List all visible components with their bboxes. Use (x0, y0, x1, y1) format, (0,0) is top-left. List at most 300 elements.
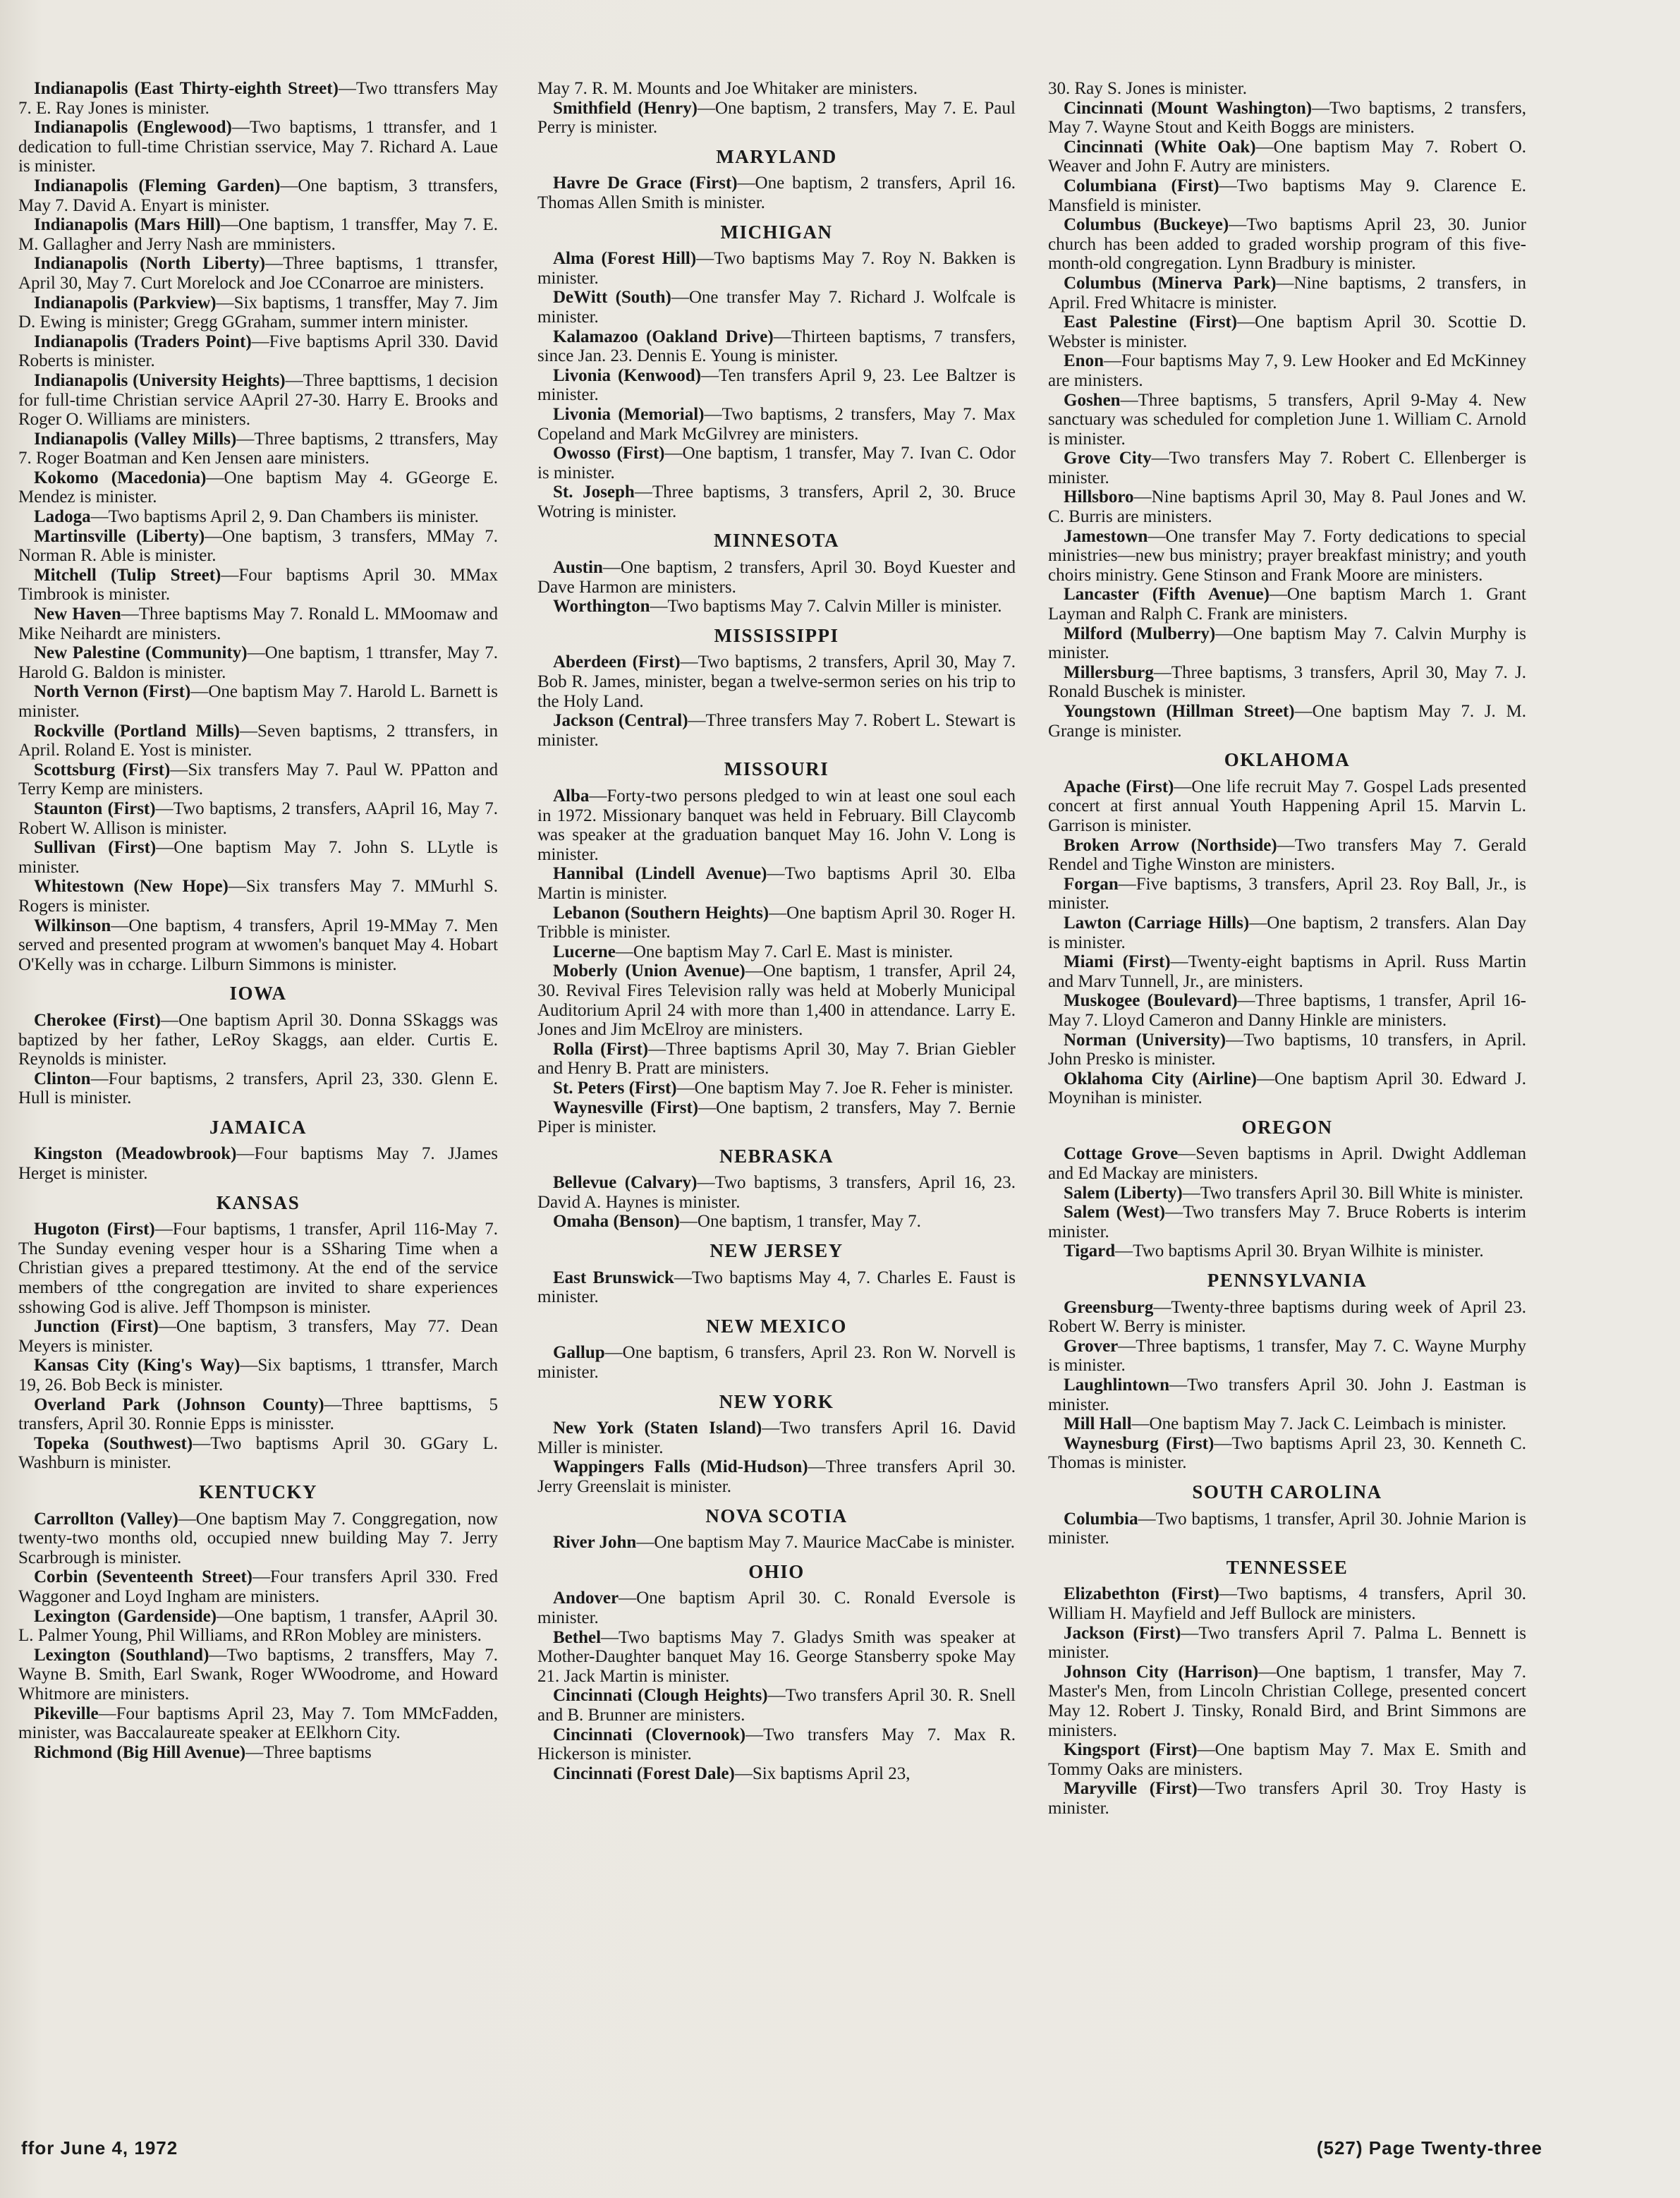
church-name: Livonia (Memorial) (553, 404, 705, 424)
church-entry (1048, 138, 1526, 176)
church-report: —Two transfers April 30. John J. Eastman is minister. (1048, 1376, 1526, 1414)
church-name: Kingston (Meadowbrook) (34, 1144, 237, 1164)
church-name: Indianapolis (Mars Hill) (34, 215, 221, 235)
church-name: Columbus (Minerva Park) (1064, 273, 1277, 293)
church-name: Salem (Liberty) (1064, 1183, 1183, 1203)
church-report: —One baptism March 1. Grant Layman and Ralph C. Frank are ministers. (1048, 585, 1527, 624)
church-name: Apache (First) (1064, 777, 1174, 796)
church-name: Columbia (1064, 1509, 1138, 1529)
church-report: —Six baptisms, 1 ttransfer, March 19, 26. Bob Beck is minister. (18, 1356, 498, 1395)
church-report: —One baptism, 3 ttransfers, May 7. David A. Enyart is minister. (18, 176, 498, 215)
church-report: —One life recruit May 7. Gospel Lads presented concert at first annual Youth Happening April 15. Marvin L. Garrison is minister. (1048, 777, 1527, 835)
church-name: Kansas City (King's Way) (34, 1356, 241, 1376)
state-heading: KENTUCKY (198, 1481, 317, 1502)
state-heading: NEW YORK (719, 1390, 834, 1412)
church-report: —One transfer May 7. Forty dedications to special ministries—new bus ministry; prayer breakfast ministry; and youth choirs ministry. Gene Stinson and Frank Moore are ministers. (1048, 526, 1526, 585)
church-name: Milford (Mulberry) (1064, 624, 1216, 643)
column-right (1048, 79, 1526, 1818)
church-name: Lexington (Gardenside) (34, 1606, 217, 1626)
church-name: Lebanon (Southern Heights) (553, 903, 769, 923)
church-report: —Three baptisms, 1 transfer, April 16-May 7. Lloyd Cameron and Danny Hinkle are ministers. (1048, 991, 1526, 1030)
church-entry (537, 904, 1016, 942)
church-report: —Three baptisms, 1 ttransfer, April 30, May 7. Curt Morelock and Joe CConarroe are ministers. (18, 254, 499, 293)
church-entry (1048, 1031, 1526, 1069)
state-heading: NOVA SCOTIA (705, 1505, 848, 1526)
state-heading: NEW JERSEY (710, 1240, 844, 1262)
church-name: Laughlintown (1064, 1376, 1170, 1395)
church-report: —Two baptisms April 30. GGary L. Washburn is minister. (18, 1433, 498, 1473)
church-entry (537, 249, 1016, 288)
church-report: —One baptism May 7. Calvin Murphy is minister. (1048, 624, 1527, 663)
church-name: Hannibal (Lindell Avenue) (553, 864, 767, 884)
church-report: —Three transfers May 7. Robert L. Stewart is minister. (537, 711, 1016, 750)
church-name: Ladoga (34, 507, 91, 527)
church-entry (1048, 1298, 1526, 1337)
church-name: Indianapolis (University Heights) (34, 370, 286, 390)
state-heading: OKLAHOMA (1224, 749, 1351, 771)
state-heading: NEBRASKA (719, 1145, 834, 1167)
state-heading: OHIO (748, 1560, 805, 1582)
church-report: —Two transfers April 30. Bill White is minister. (1182, 1183, 1523, 1203)
church-entry (18, 1317, 498, 1356)
church-name: Bethel (553, 1627, 602, 1647)
church-name: Youngstown (Hillman Street) (1064, 702, 1295, 721)
church-report: —Four baptisms, 1 transfer, April 116-May 7. The Sunday evening vesper hour is a SSharing Time when a Christian gives a prepared ttestimony. At the end of the service members of tthe congregation are invited to share experiences sshowing God is alive. Jeff Thompson is minister. (18, 1220, 498, 1317)
church-report: —Two baptisms, 4 transfers, April 30. William H. Mayfield and Jeff Bullock are ministers. (1048, 1584, 1527, 1623)
church-name: Kalamazoo (Oakland Drive) (553, 327, 774, 346)
church-report: —Four baptisms April 30. MMax Timbrook is minister. (18, 565, 498, 605)
church-name: Lucerne (553, 942, 616, 961)
state-heading: MINNESOTA (713, 530, 840, 552)
church-report: —One baptism, 2 transfers. Alan Day is minister. (1048, 913, 1526, 952)
church-report: —Two baptisms, 1 ttransfer, and 1 dedication to full-time Christian sservice, May 7. Richard A. Laue is minister. (18, 118, 499, 176)
church-report: —One baptism April 30. Scottie D. Webster is minister. (1048, 312, 1527, 351)
church-report: —One baptism, 1 transfer, May 7. (679, 1212, 921, 1232)
church-report: —One baptism, 4 transfers, April 19-MMay 7. Men served and presented program at wwomen's banquet May 4. Hobart O'Kelly was in ccharge. Lilburn Simmons is minister. (18, 916, 498, 974)
church-report: —Four baptisms, 2 transfers, April 23, 330. Glenn E. Hull is minister. (18, 1069, 498, 1108)
church-report: —Two baptisms May 7. Calvin Miller is minister. (650, 597, 1002, 617)
church-entry (18, 1395, 498, 1434)
church-report: —Three baptisms, 3 transfers, April 30, May 7. J. Ronald Buschek is minister. (1048, 662, 1526, 702)
church-entry (18, 176, 498, 215)
church-entry (1048, 624, 1526, 663)
church-entry (1048, 1510, 1526, 1548)
church-name: East Brunswick (553, 1268, 674, 1287)
church-entry (1048, 1414, 1526, 1434)
church-report: —Two baptisms April 30. Elba Martin is minister. (537, 864, 1016, 903)
church-report: —One baptism April 30. Roger H. Tribble is minister. (537, 903, 1016, 942)
church-entry (537, 288, 1016, 327)
church-entry (1048, 351, 1526, 390)
church-entry (537, 597, 1016, 617)
church-report: —Seven baptisms, 2 ttransfers, in April. Roland E. Yost is minister. (18, 721, 498, 760)
church-report: —Three baptisms (245, 1742, 372, 1762)
church-name: Forgan (1064, 874, 1119, 894)
church-name: Norman (University) (1064, 1030, 1226, 1050)
church-entry (537, 1268, 1016, 1307)
church-entry (537, 1725, 1016, 1764)
church-entry (537, 1343, 1016, 1382)
church-name: Goshen (1064, 390, 1121, 410)
church-entry (18, 799, 498, 838)
church-name: Grove City (1064, 449, 1152, 468)
church-name: Havre De Grace (First) (553, 174, 738, 193)
church-report: —Two baptisms April 2, 9. Dan Chambers iis minister. (90, 507, 479, 527)
church-name: Cincinnati (White Oak) (1064, 137, 1256, 157)
church-name: Cincinnati (Clovernook) (553, 1725, 746, 1744)
church-name: Cincinnati (Mount Washington) (1064, 98, 1313, 118)
church-entry (1048, 312, 1526, 351)
church-name: Johnson City (Harrison) (1064, 1662, 1259, 1682)
church-entry (18, 118, 498, 176)
church-entry (18, 1144, 498, 1183)
continued-entry: 30. Ray S. Jones is minister. (1048, 79, 1247, 98)
church-name: DeWitt (South) (553, 288, 671, 308)
church-entry (537, 1098, 1016, 1137)
church-report: —Three transfers April 30. Jerry Greenslait is minister. (537, 1457, 1016, 1496)
church-name: Gallup (553, 1343, 605, 1363)
church-entry (537, 942, 1016, 962)
church-entry (18, 682, 498, 721)
church-name: Enon (1064, 351, 1104, 371)
church-entry (1048, 176, 1526, 215)
church-name: Staunton (First) (34, 799, 156, 818)
church-report: —Two baptisms, 10 transfers, in April. John Presko is minister. (1048, 1030, 1526, 1069)
church-report: —Four baptisms May 7, 9. Lew Hooker and Ed McKinney are ministers. (1048, 351, 1526, 390)
church-entry (537, 1686, 1016, 1725)
church-entry (18, 760, 498, 799)
church-report: —Four baptisms April 23, May 7. Tom MMcFadden, minister, was Baccalaureate speaker at EElkhorn City. (18, 1704, 498, 1743)
state-heading: KANSAS (216, 1191, 300, 1213)
church-entry (18, 1069, 498, 1108)
church-report: —Two transfers April 7. Palma L. Bennett is minister. (1048, 1623, 1526, 1663)
church-report: —Two transfers April 30. Troy Hasty is minister. (1048, 1779, 1526, 1818)
church-name: Cottage Grove (1064, 1144, 1179, 1164)
church-report: —One baptism May 7. Jack C. Leimbach is minister. (1131, 1414, 1506, 1434)
church-name: Lexington (Southland) (34, 1645, 209, 1665)
state-heading: NEW MEXICO (706, 1315, 847, 1337)
church-report: —One baptism April 30. Donna SSkaggs was baptized by her father, LeRoy Skaggs, aan elder. Curtis E. Reynolds is minister. (18, 1010, 498, 1069)
church-entry (1048, 274, 1526, 312)
church-name: Indianapolis (Valley Mills) (34, 429, 237, 449)
church-name: Rockville (Portland Mills) (34, 721, 241, 741)
church-report: —Four transfers April 330. Fred Waggoner and Loyd Ingham are ministers. (18, 1567, 498, 1606)
church-entry (537, 558, 1016, 597)
church-name: St. Peters (First) (553, 1078, 677, 1098)
church-report: —Ten transfers April 9, 23. Lee Baltzer is minister. (537, 365, 1016, 405)
church-report: —Three baptisms April 30, May 7. Brian Giebler and Henry B. Pratt are ministers. (537, 1039, 1016, 1079)
church-entry (18, 722, 498, 760)
church-report: —Thirteen baptisms, 7 transfers, since Jan. 23. Dennis E. Young is minister. (537, 327, 1016, 366)
church-entry (537, 1079, 1016, 1098)
church-entry (1048, 527, 1526, 585)
church-name: Overland Park (Johnson County) (34, 1395, 324, 1414)
church-name: Millersburg (1064, 662, 1154, 682)
church-report: —Six baptisms, 1 transffer, May 7. Jim D. Ewing is minister; Gregg GGraham, summer intern minister. (18, 293, 498, 332)
church-report: —One baptism May 7. Harold L. Barnett is minister. (18, 682, 498, 721)
church-entry (18, 254, 498, 293)
church-report: —Three baptisms, 2 ttransfers, May 7. Roger Boatman and Ken Jensen aare ministers. (18, 429, 498, 468)
church-report: —Two baptisms April 30. Bryan Wilhite is minister. (1115, 1241, 1484, 1261)
state-heading: PENNSYLVANIA (1207, 1270, 1368, 1292)
church-entry (1048, 1584, 1526, 1623)
church-entry (18, 838, 498, 877)
church-entry (1048, 777, 1526, 836)
church-report: —Nine baptisms, 2 transfers, in April. Fred Whitacre is minister. (1048, 273, 1526, 312)
church-name: Lancaster (Fifth Avenue) (1064, 585, 1270, 605)
church-report: —Two baptisms April 23, 30. Kenneth C. Thomas is minister. (1048, 1433, 1526, 1473)
church-name: Aberdeen (First) (553, 652, 681, 672)
church-report: —One baptism May 7. Maurice MacCabe is minister. (636, 1533, 1016, 1553)
church-name: Waynesburg (First) (1064, 1433, 1215, 1453)
church-entry (18, 430, 498, 468)
church-name: Rolla (First) (553, 1039, 649, 1059)
footer-page-number: (527) Page Twenty-three (1316, 2137, 1542, 2158)
church-entry (1048, 913, 1526, 952)
church-entry (1048, 663, 1526, 702)
church-report: —One baptism May 4. GGeorge E. Mendez is minister. (18, 468, 498, 507)
church-entry (18, 1567, 498, 1606)
church-name: Worthington (553, 597, 650, 617)
church-name: Oklahoma City (Airline) (1064, 1069, 1257, 1088)
church-entry (18, 468, 498, 507)
church-report: —One baptism, 1 transfer, May 7. Ivan C. Odor is minister. (537, 444, 1016, 482)
church-entry (537, 1764, 1016, 1784)
church-report: —Six transfers May 7. MMurhl S. Rogers is minister. (18, 877, 498, 916)
church-report: —One baptism May 7. Max E. Smith and Tommy Oaks are ministers. (1048, 1740, 1526, 1779)
church-report: —One baptism, 6 transfers, April 23. Ron W. Norvell is minister. (537, 1343, 1016, 1383)
church-entry (1048, 1779, 1526, 1818)
church-report: —Two baptisms, 2 transfers, May 7. Wayne Stout and Keith Boggs are ministers. (1048, 98, 1526, 138)
church-entry (18, 1510, 498, 1568)
church-name: Wilkinson (34, 916, 111, 935)
church-report: —One baptism, 2 transfers, May 7. E. Paul Perry is minister. (537, 98, 1016, 138)
church-entry (537, 405, 1016, 444)
church-entry (537, 99, 1016, 138)
church-report: —One baptism, 1 transfer, April 24, 30. Revival Fires Television rally was held at Moberly Municipal Auditorium April 24 with more than 1,400 in attendance. Larry E. Jones and Jim McElroy are ministers. (537, 961, 1016, 1040)
church-entry (18, 1011, 498, 1069)
church-entry (1048, 391, 1526, 449)
church-name: Alba (553, 787, 590, 806)
column-left (18, 79, 498, 1762)
church-entry (537, 444, 1016, 482)
church-entry (18, 1434, 498, 1473)
church-entry (18, 1743, 498, 1763)
church-report: —Two baptisms, 2 transfers, May 7. Max Copeland and Mark McGilvrey are ministers. (537, 404, 1016, 444)
state-heading: IOWA (229, 983, 287, 1004)
church-entry (18, 215, 498, 254)
church-entry (537, 1533, 1016, 1553)
church-entry (1048, 952, 1526, 991)
church-report: —One baptism May 7. Joe R. Feher is minister. (676, 1078, 1014, 1098)
church-entry (537, 482, 1016, 521)
church-report: —Six transfers May 7. Paul W. PPatton and Terry Kemp are ministers. (18, 760, 498, 799)
church-entry (537, 327, 1016, 366)
church-report: —Two transfers May 7. Gerald Rendel and Tighe Winston are ministers. (1048, 835, 1526, 875)
church-name: Maryville (First) (1064, 1779, 1198, 1799)
state-heading: MISSISSIPPI (714, 624, 839, 646)
church-name: Jamestown (1064, 526, 1148, 546)
church-report: —One baptism May 7. Robert O. Weaver and John F. Autry are ministers. (1048, 137, 1527, 176)
church-name: St. Joseph (553, 482, 635, 502)
church-report: —One baptism April 30. C. Ronald Eversole is minister. (537, 1589, 1016, 1627)
church-entry (18, 566, 498, 605)
footer-date: ffor June 4, 1972 (21, 2137, 178, 2158)
church-name: Elizabethton (First) (1064, 1584, 1219, 1604)
church-entry (18, 643, 498, 682)
church-entry (537, 864, 1016, 903)
church-report: —Five baptisms, 3 transfers, April 23. Roy Ball, Jr., is minister. (1048, 874, 1526, 913)
church-report: —One baptism, 2 transfers, April 16. Thomas Allen Smith is minister. (537, 174, 1016, 212)
church-name: Cincinnati (Forest Dale) (553, 1763, 735, 1783)
church-entry (1048, 585, 1526, 624)
church-name: New York (Staten Island) (553, 1419, 762, 1438)
state-heading: JAMAICA (209, 1116, 307, 1138)
church-name: Kingsport (First) (1064, 1740, 1198, 1760)
church-entry (18, 1356, 498, 1395)
church-report: —One baptism, 1 transfer, May 7. Master's Men, from Lincoln Christian College, presented concert May 12. Robert J. Tinsky, Ronald Bird, and Brint Simmons are ministers. (1048, 1662, 1526, 1740)
church-entry (18, 1646, 498, 1704)
state-heading: MISSOURI (724, 758, 829, 780)
church-report: —Three baptisms, 1 transfer, May 7. C. Wayne Murphy is minister. (1048, 1336, 1526, 1376)
church-name: Moberly (Union Avenue) (553, 961, 745, 981)
church-name: Cincinnati (Clough Heights) (553, 1686, 768, 1706)
church-name: Miami (First) (1064, 952, 1171, 972)
church-entry (1048, 991, 1526, 1030)
church-entry (537, 787, 1016, 864)
church-name: Hillsboro (1064, 487, 1134, 507)
church-name: East Palestine (First) (1064, 312, 1238, 332)
church-name: Wappingers Falls (Mid-Hudson) (553, 1457, 808, 1477)
church-name: Whitestown (New Hope) (34, 877, 229, 897)
church-name: Livonia (Kenwood) (553, 365, 702, 385)
church-name: Andover (553, 1589, 619, 1608)
state-heading: SOUTH CAROLINA (1192, 1481, 1382, 1502)
church-report: —Three bapttisms, 5 transfers, April 30. Ronnie Epps is minisster. (18, 1395, 498, 1434)
church-entry (1048, 1144, 1526, 1183)
church-report: —One baptism, 1 transfer, AApril 30. L. Palmer Young, Phil Williams, and RRon Mobley are ministers. (18, 1606, 498, 1646)
state-heading: TENNESSEE (1226, 1556, 1349, 1578)
church-entry (1048, 1740, 1526, 1779)
church-entry (1048, 1624, 1526, 1663)
church-report: —One baptism, 2 transfers, May 7. Bernie Piper is minister. (537, 1098, 1016, 1137)
church-name: Omaha (Benson) (553, 1212, 680, 1232)
church-name: North Vernon (First) (34, 682, 191, 702)
church-name: Tigard (1064, 1241, 1116, 1261)
church-report: —One baptism, 3 transfers, MMay 7. Norman R. Able is minister. (18, 526, 498, 566)
church-entry (537, 711, 1016, 750)
church-name: Jackson (First) (1064, 1623, 1181, 1643)
church-name: New Haven (34, 605, 121, 624)
church-entry (1048, 215, 1526, 274)
church-entry (1048, 487, 1526, 526)
church-entry (1048, 1434, 1526, 1473)
church-entry (1048, 99, 1526, 138)
church-entry (18, 605, 498, 643)
church-report: —Forty-two persons pledged to win at least one soul each in 1972. Missionary banquet was held in February. Bill Claycomb was speaker at the graduation banquet May 16. John V. Long is minister. (537, 787, 1016, 864)
church-entry (18, 371, 498, 430)
church-entry (1048, 702, 1526, 741)
church-report: —Five baptisms April 330. David Roberts is minister. (18, 332, 498, 371)
church-name: Pikeville (34, 1704, 99, 1723)
church-report: —One baptism April 30. Edward J. Moynihan is minister. (1048, 1069, 1526, 1108)
church-report: —Two transfers April 16. David Miller is minister. (537, 1419, 1016, 1457)
church-report: —Three baptisms May 7. Ronald L. MMoomaw and Mike Neihardt are ministers. (18, 605, 498, 643)
church-report: —Two baptisms, 1 transfer, April 30. Johnie Marion is minister. (1048, 1509, 1526, 1548)
church-entry (18, 332, 498, 371)
church-entry (1048, 1203, 1526, 1241)
church-name: Indianapolis (Parkview) (34, 293, 217, 312)
church-entry (1048, 1241, 1526, 1261)
church-name: Muskogee (Boulevard) (1064, 991, 1238, 1011)
church-name: Indianapolis (East Thirty-eighth Street) (34, 79, 339, 98)
church-entry (18, 877, 498, 916)
church-name: Carrollton (Valley) (34, 1509, 178, 1529)
church-entry (537, 1628, 1016, 1687)
church-name: Indianapolis (Traders Point) (34, 332, 252, 351)
church-entry (1048, 875, 1526, 913)
church-name: Indianapolis (Fleming Garden) (34, 176, 281, 195)
church-entry (18, 527, 498, 566)
church-name: Indianapolis (Englewood) (34, 118, 232, 138)
church-entry (18, 1704, 498, 1743)
church-name: Alma (Forest Hill) (553, 249, 697, 269)
church-name: Corbin (Seventeenth Street) (34, 1567, 252, 1587)
church-entry (1048, 836, 1526, 875)
church-name: Jackson (Central) (553, 711, 688, 731)
church-entry (18, 916, 498, 975)
church-name: Mitchell (Tulip Street) (34, 565, 221, 585)
church-entry (537, 1419, 1016, 1457)
church-entry (1048, 1337, 1526, 1376)
state-heading: OREGON (1241, 1116, 1333, 1138)
state-heading: MICHIGAN (720, 221, 833, 243)
church-report: —Two baptisms May 7. Gladys Smith was speaker at Mother-Daughter banquet May 16. George Stansberry spoke May 21. Jack Martin is minister. (537, 1627, 1016, 1686)
church-entry (18, 293, 498, 332)
church-name: New Palestine (Community) (34, 643, 248, 663)
church-report: —Two ttransfers May 7. E. Ray Jones is minister. (18, 79, 498, 118)
church-entry (18, 1607, 498, 1646)
church-name: Topeka (Southwest) (34, 1433, 193, 1453)
church-name: Grover (1064, 1336, 1119, 1356)
church-name: Columbus (Buckeye) (1064, 215, 1229, 235)
church-report: —Two transfers May 7. Max R. Hickerson is minister. (537, 1725, 1016, 1764)
church-entry (537, 1040, 1016, 1079)
church-name: Salem (West) (1064, 1203, 1166, 1222)
state-heading: MARYLAND (716, 145, 837, 167)
church-name: Kokomo (Macedonia) (34, 468, 207, 487)
church-name: Martinsville (Liberty) (34, 526, 205, 546)
church-entry (537, 366, 1016, 405)
church-name: Hugoton (First) (34, 1220, 155, 1239)
church-name: Bellevue (Calvary) (553, 1173, 698, 1193)
church-name: Owosso (First) (553, 444, 665, 463)
church-name: River John (553, 1533, 637, 1553)
church-entry (537, 1173, 1016, 1212)
church-entry (1048, 449, 1526, 487)
church-report: —Two baptisms May 9. Clarence E. Mansfield is minister. (1048, 176, 1526, 215)
church-name: Sullivan (First) (34, 838, 157, 858)
church-name: Mill Hall (1064, 1414, 1132, 1434)
church-entry (1048, 1069, 1526, 1108)
church-entry (18, 507, 498, 527)
church-report: —Two baptisms April 23, 30. Junior church has been added to graded worship program of this five-month-old congregation. Lynn Bradbury is minister. (1048, 215, 1526, 274)
church-name: Smithfield (Henry) (553, 98, 698, 118)
church-name: Columbiana (First) (1064, 176, 1219, 195)
church-report: —One baptism, 3 transfers, May 77. Dean Meyers is minister. (18, 1317, 498, 1356)
church-name: Lawton (Carriage Hills) (1064, 913, 1250, 933)
church-entry (1048, 1376, 1526, 1414)
